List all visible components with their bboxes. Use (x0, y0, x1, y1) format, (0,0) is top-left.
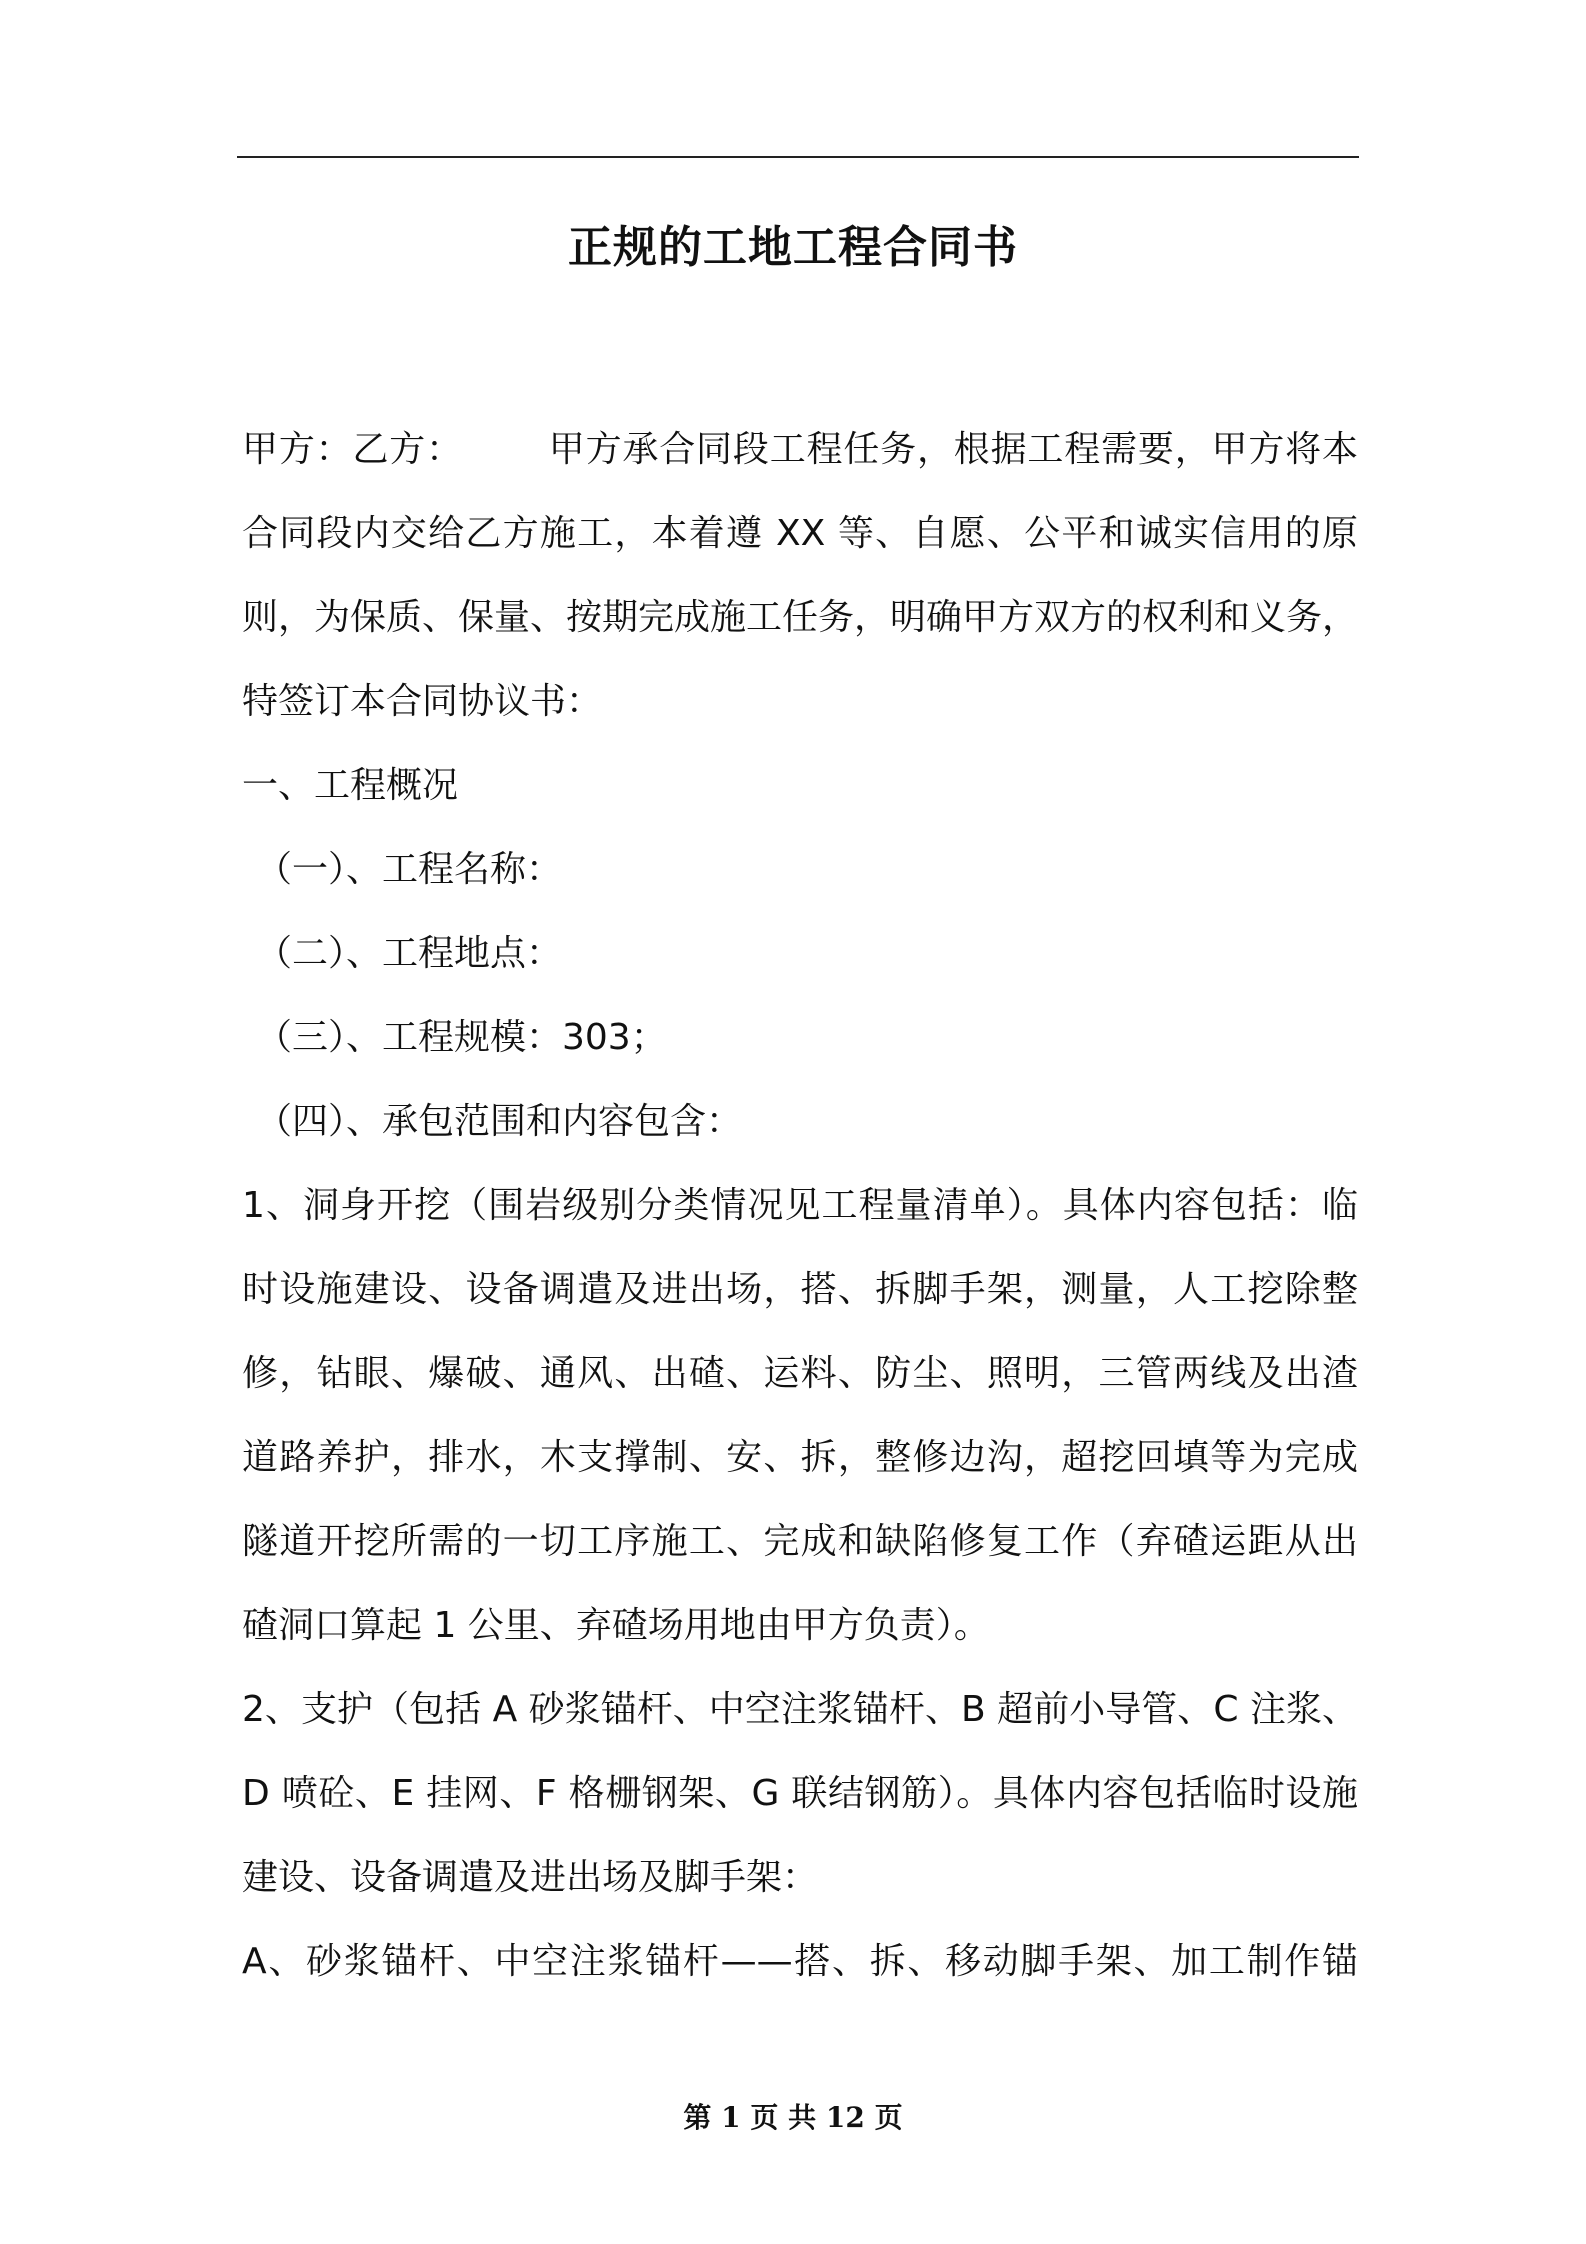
subsection-item: （二）、工程地点： (256, 933, 563, 974)
body-line: 甲方：乙方： 甲方承合同段工程任务，根据工程需要，甲方将本 (242, 429, 1358, 470)
body-line: D 喷砼、E 挂网、F 格栅钢架、G 联结钢筋）。具体内容包括临时设施 (242, 1773, 1358, 1814)
document-title: 正规的工地工程合同书 (568, 222, 1018, 273)
header-rule (237, 156, 1359, 158)
body-line: 碴洞口算起 1 公里、弃碴场用地由甲方负责）。 (242, 1605, 990, 1646)
body-line: 道路养护，排水，木支撑制、安、拆，整修边沟，超挖回填等为完成 (242, 1437, 1358, 1478)
page-number-footer: 第 1 页 共 12 页 (683, 2101, 903, 2134)
body-line: A、砂浆锚杆、中空注浆锚杆——搭、拆、移动脚手架、加工制作锚 (242, 1941, 1358, 1982)
body-line: 建设、设备调遣及进出场及脚手架： (242, 1857, 819, 1898)
subsection-item: （四）、承包范围和内容包含： (256, 1101, 743, 1142)
document-body (242, 408, 1358, 2004)
body-line: 则，为保质、保量、按期完成施工任务，明确甲方双方的权利和义务， (242, 597, 1358, 638)
section-heading: 一、工程概况 (242, 765, 459, 806)
body-line: 1、洞身开挖（围岩级别分类情况见工程量清单）。具体内容包括：临 (242, 1185, 1358, 1226)
body-line: 时设施建设、设备调遣及进出场，搭、拆脚手架，测量，人工挖除整 (242, 1269, 1358, 1310)
body-line: 2、支护（包括 A 砂浆锚杆、中空注浆锚杆、B 超前小导管、C 注浆、 (242, 1689, 1358, 1730)
body-line: 隧道开挖所需的一切工序施工、完成和缺陷修复工作（弃碴运距从出 (242, 1521, 1358, 1562)
subsection-item: （三）、工程规模：303； (256, 1017, 667, 1058)
subsection-item: （一）、工程名称： (256, 849, 563, 890)
body-line: 特签订本合同协议书： (242, 681, 603, 722)
body-line: 修，钻眼、爆破、通风、出碴、运料、防尘、照明，三管两线及出渣 (242, 1353, 1358, 1394)
body-line: 合同段内交给乙方施工，本着遵 XX 等、自愿、公平和诚实信用的原 (242, 513, 1358, 554)
